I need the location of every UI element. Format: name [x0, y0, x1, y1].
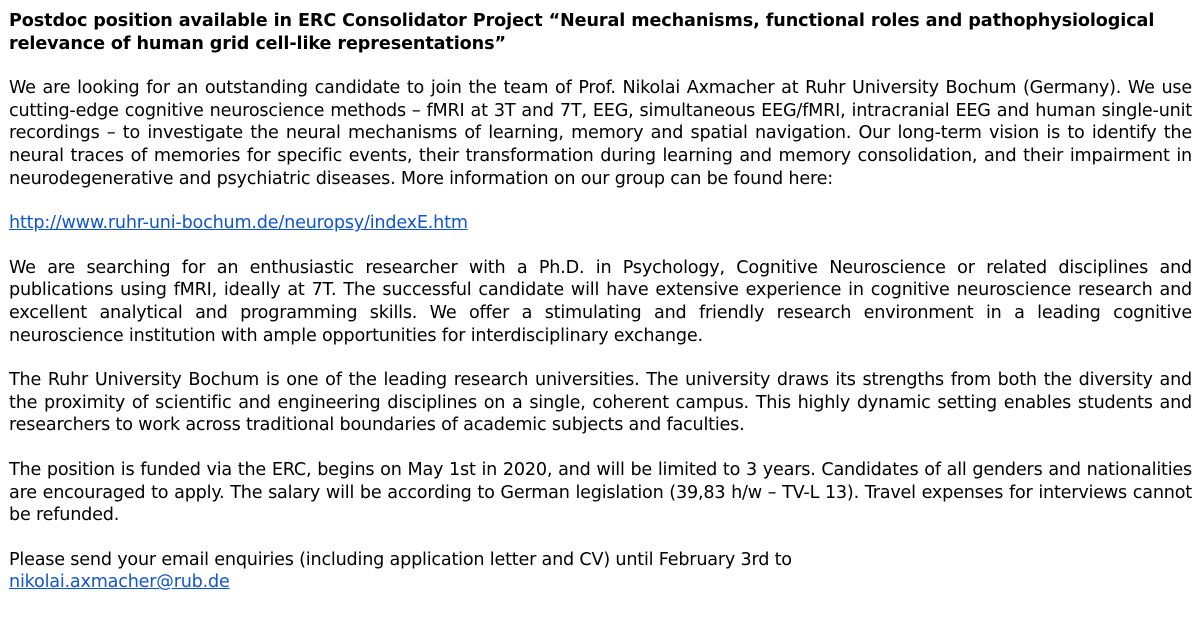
contact-text: Please send your email enquiries (including application letter and CV) until February 3rd to	[9, 549, 792, 570]
contact-paragraph	[9, 549, 1192, 594]
university-paragraph: The Ruhr University Bochum is one of the leading research universities. The university draws its strengths from both the diversity and the proximity of scientific and engineering disciplines on a single, coherent campus. This highly dynamic setting enables students and researchers to work across traditional boundaries of academic subjects and faculties.	[9, 370, 1192, 436]
posting-title: Postdoc position available in ERC Consolidator Project “Neural mechanisms, functional roles and pathophysiological relevance of human grid cell-like representations”	[9, 11, 1155, 54]
intro-paragraph: We are looking for an outstanding candidate to join the team of Prof. Nikolai Axmacher at Ruhr University Bochum (Germany). We use cutting-edge cognitive neuroscience methods – fMRI at 3T and 7T, EEG, simultaneous EEG/fMRI, intracranial EEG and human single-unit recordings – to investigate the neural mechanisms of learning, memory and spatial navigation. Our long-term vision is to identify the neural traces of memories for specific events, their transformation during learning and memory consolidation, and their impairment in neurodegenerative and psychiatric diseases. More information on our group can be found here:	[9, 78, 1192, 189]
group-website-link[interactable]: http://www.ruhr-uni-bochum.de/neuropsy/indexE.htm	[9, 213, 468, 234]
group-link-paragraph	[9, 212, 1192, 235]
requirements-paragraph: We are searching for an enthusiastic researcher with a Ph.D. in Psychology, Cognitive Neuroscience or related disciplines and publications using fMRI, ideally at 7T. The successful candidate will have extensive experience in cognitive neuroscience research and excellent analytical and programming skills. We offer a stimulating and friendly research environment in a leading cognitive neuroscience institution with ample opportunities for interdisciplinary exchange.	[9, 257, 1192, 346]
contact-email-link[interactable]: nikolai.axmacher@rub.de	[9, 572, 230, 593]
funding-paragraph: The position is funded via the ERC, begins on May 1st in 2020, and will be limited to 3 years. Candidates of all genders and nationalities are encouraged to apply. The salary will be according to German legislation (39,83 h/w – TV-L 13). Travel expenses for interviews cannot be refunded.	[9, 459, 1192, 526]
